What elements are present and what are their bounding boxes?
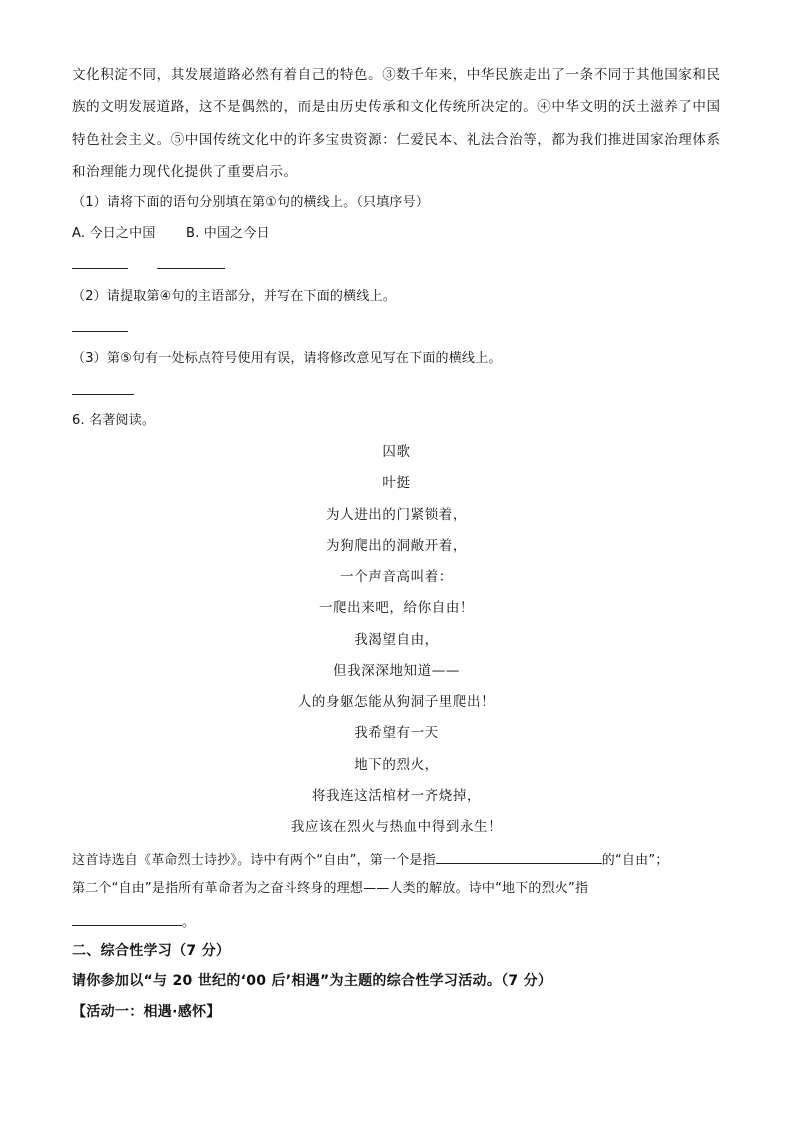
activity-1-heading: 【活动一：相遇·感怀】	[72, 1004, 221, 1020]
poem-line: 我渴望自由，	[354, 632, 439, 648]
q6-question-line-2: 第二个“自由”是指所有革命者为之奋斗终身的理想——人类的解放。诗中“地下的烈火”指	[72, 881, 589, 896]
poem-author: 叶挺	[382, 475, 411, 491]
poem-line: 我希望有一天	[354, 725, 439, 741]
poem-line: 人的身躯怎能从狗洞子里爬出！	[297, 694, 496, 710]
passage-line-1: 文化积淀不同，其发展道路必然有着自己的特色。③数千年来，中华民族走出了一条不同于其他国家和民	[72, 67, 721, 83]
q6-text-part-2: 的“自由”；	[601, 853, 669, 868]
poem-line: 我应该在烈火与热血中得到永生！	[290, 819, 503, 835]
passage-line-2: 族的文明发展道路，这不是偶然的，而是由历史传承和文化传统所决定的。④中华文明的沃土滋养了中国	[72, 99, 721, 115]
poem-line: 但我深深地知道——	[333, 663, 460, 679]
q6-heading: 6. 名著阅读。	[72, 413, 156, 428]
poem-title: 囚歌	[382, 444, 411, 460]
q6-question-line-1	[72, 849, 668, 870]
q1-option-a: A. 今日之中国	[72, 226, 156, 241]
q1-answer-blank-1[interactable]	[72, 268, 128, 269]
q6-question-line-3	[72, 911, 195, 932]
q6-answer-blank-1[interactable]	[436, 849, 602, 864]
q2-prompt: （2）请提取第④句的主语部分，并写在下面的横线上。	[72, 289, 396, 304]
poem-line: 将我连这活棺材一齐烧掉，	[311, 788, 482, 804]
q2-answer-blank[interactable]	[72, 331, 128, 332]
poem-line: 一爬出来吧，给你自由！	[318, 600, 475, 616]
q6-answer-blank-2[interactable]	[72, 911, 182, 926]
poem-line: 一个声音高叫着：	[340, 569, 453, 585]
q6-text-end: 。	[182, 915, 196, 930]
passage-line-4: 和治理能力现代化提供了重要启示。	[72, 164, 298, 180]
q1-option-b: B. 中国之今日	[186, 226, 270, 241]
poem-line: 地下的烈火，	[354, 757, 439, 773]
passage-line-3: 特色社会主义。⑤中国传统文化中的许多宝贵资源：仁爱民本、礼法合治等，都为我们推进国家治理体系	[72, 132, 721, 148]
section-2-heading: 二、综合性学习（7 分）	[72, 943, 231, 959]
q3-answer-blank[interactable]	[72, 394, 134, 395]
q3-prompt: （3）第⑤句有一处标点符号使用有误，请将修改意见写在下面的横线上。	[72, 351, 502, 366]
poem-line: 为狗爬出的洞敞开着，	[326, 538, 467, 554]
q1-answer-blank-2[interactable]	[157, 268, 225, 269]
poem-line: 为人进出的门紧锁着，	[326, 507, 467, 523]
q1-prompt: （1）请将下面的语句分别填在第①句的横线上。（只填序号）	[72, 195, 430, 210]
q6-text-part-1: 这首诗选自《革命烈士诗抄》。诗中有两个“自由”，第一个是指	[72, 853, 436, 868]
section-2-intro: 请你参加以“与 20 世纪的‘00 后’相遇”为主题的综合性学习活动。（7 分）	[72, 973, 553, 989]
